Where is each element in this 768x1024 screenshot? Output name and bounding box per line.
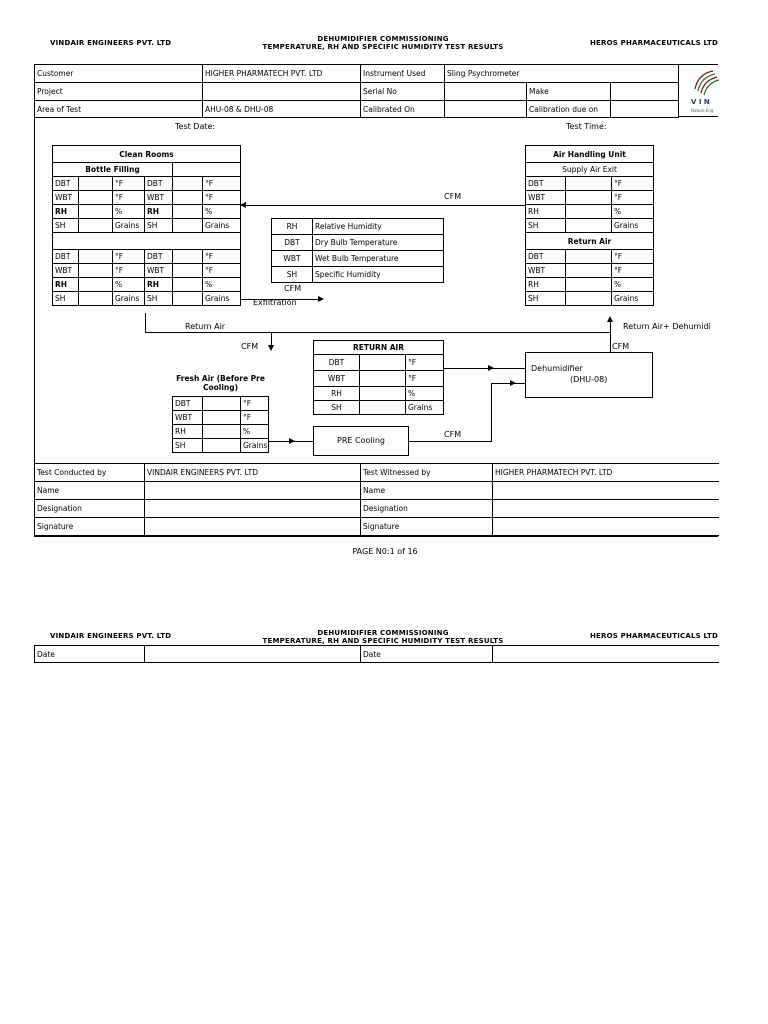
pre-cooling-box <box>313 426 409 456</box>
clean-rooms-table <box>52 145 241 306</box>
legend-desc: Wet Bulb Temperature <box>313 251 444 267</box>
param-label: RH <box>145 205 173 219</box>
fresh-air-table <box>172 370 269 453</box>
logo-cell <box>678 64 718 117</box>
instrument-value: Sling Psychrometer <box>445 65 679 83</box>
value-cell <box>79 191 113 205</box>
param-label: DBT <box>145 250 173 264</box>
value-cell <box>173 205 203 219</box>
page2-date-value <box>493 646 719 663</box>
logo-text-top: V I N <box>691 98 710 106</box>
unit-label: °F <box>406 371 444 387</box>
return-branch-line <box>271 332 272 346</box>
name-value <box>493 482 719 500</box>
page2-date-label: Date <box>361 646 493 663</box>
page2-date-value <box>145 646 361 663</box>
param-label: SH <box>145 219 173 233</box>
unit-label: °F <box>203 264 241 278</box>
return-dehum-label: Return Air+ Dehumidi <box>623 322 711 331</box>
value-cell <box>79 278 113 292</box>
param-label: WBT <box>145 191 173 205</box>
unit-label: % <box>203 278 241 292</box>
designation-value <box>145 500 361 518</box>
unit-label: Grains <box>203 219 241 233</box>
value-cell <box>360 355 406 371</box>
unit-label: % <box>113 205 145 219</box>
param-label: DBT <box>145 177 173 191</box>
precool-into-dehum-arrow <box>510 380 516 386</box>
report-title <box>243 35 523 51</box>
param-label: RH <box>53 205 79 219</box>
unit-label: °F <box>113 250 145 264</box>
value-cell <box>566 250 612 264</box>
value-cell <box>203 424 241 438</box>
legend-abbr: DBT <box>272 235 313 251</box>
unit-label: Grains <box>113 292 145 306</box>
return-branch-cfm-label: CFM <box>241 342 259 351</box>
value-cell <box>203 438 241 452</box>
exfiltration-label: Exfiltration <box>253 298 297 307</box>
param-label: SH <box>173 438 203 452</box>
value-cell <box>79 292 113 306</box>
return-to-dehum-arrow <box>488 365 494 371</box>
param-label: WBT <box>53 191 79 205</box>
value-cell <box>173 278 203 292</box>
page2-report-title-line1: DEHUMIDIFIER COMMISSIONING <box>317 629 449 637</box>
designation-label: Designation <box>35 500 145 518</box>
value-cell <box>360 371 406 387</box>
value-cell <box>566 205 612 219</box>
value-cell <box>203 410 241 424</box>
value-cell <box>173 264 203 278</box>
unit-label: Grains <box>241 438 269 452</box>
unit-label: °F <box>113 177 145 191</box>
unit-label: % <box>612 205 654 219</box>
unit-label: °F <box>203 177 241 191</box>
return-branch-arrow <box>268 345 274 351</box>
param-label: SH <box>526 219 566 233</box>
param-label: RH <box>145 278 173 292</box>
precool-to-dehum-line <box>409 441 491 442</box>
value-cell <box>79 264 113 278</box>
conducted-label: Test Conducted by <box>35 464 145 482</box>
instrument-label: Instrument Used <box>361 65 445 83</box>
legend-desc: Specific Humidity <box>313 267 444 283</box>
unit-label: Grains <box>612 219 654 233</box>
ahu-title: Air Handling Unit <box>526 146 654 163</box>
param-label: DBT <box>526 177 566 191</box>
info-table <box>34 64 679 118</box>
value-cell <box>566 292 612 306</box>
param-label: WBT <box>526 264 566 278</box>
dehum-up-line <box>610 332 611 352</box>
serial-label: Serial No <box>361 83 445 101</box>
unit-label: % <box>406 387 444 401</box>
param-label: RH <box>526 205 566 219</box>
company-name-right: HEROS PHARMACEUTICALS LTD <box>590 39 719 47</box>
dehumidifier-box <box>525 352 653 398</box>
unit-label: °F <box>612 250 654 264</box>
param-label: SH <box>526 292 566 306</box>
value-cell <box>566 177 612 191</box>
name-label: Name <box>361 482 493 500</box>
param-label: WBT <box>53 264 79 278</box>
project-label: Project <box>35 83 203 101</box>
page2-company-name-right: HEROS PHARMACEUTICALS LTD <box>590 632 719 640</box>
unit-label: Grains <box>113 219 145 233</box>
customer-label: Customer <box>35 65 203 83</box>
dhu-label: (DHU-08) <box>570 375 608 384</box>
value-cell <box>566 278 612 292</box>
precool-cfm-label: CFM <box>444 430 462 439</box>
unit-label: % <box>203 205 241 219</box>
designation-value <box>493 500 719 518</box>
param-label: RH <box>53 278 79 292</box>
unit-label: °F <box>113 191 145 205</box>
param-label: RH <box>173 424 203 438</box>
signature-value <box>493 518 719 536</box>
value-cell <box>173 250 203 264</box>
page2-date-label: Date <box>35 646 145 663</box>
value-cell <box>173 219 203 233</box>
supply-cfm-label: CFM <box>444 192 462 201</box>
unit-label: % <box>113 278 145 292</box>
company-name-left: VINDAIR ENGINEERS PVT. LTD <box>50 39 172 47</box>
report-title-line1: DEHUMIDIFIER COMMISSIONING <box>317 35 449 43</box>
param-label: SH <box>314 401 360 415</box>
signoff-table <box>34 463 719 536</box>
legend-abbr: SH <box>272 267 313 283</box>
area-label: Area of Test <box>35 101 203 118</box>
value-cell <box>203 396 241 410</box>
unit-label: °F <box>203 191 241 205</box>
unit-label: °F <box>406 355 444 371</box>
param-label: DBT <box>526 250 566 264</box>
conducted-value: VINDAIR ENGINEERS PVT. LTD <box>145 464 361 482</box>
dehumidifier-label: Dehumidifier <box>531 364 583 373</box>
unit-label: °F <box>241 396 269 410</box>
value-cell <box>173 177 203 191</box>
page2-company-name-left: VINDAIR ENGINEERS PVT. LTD <box>50 632 172 640</box>
calibrated-value <box>445 101 527 118</box>
value-cell <box>566 219 612 233</box>
value-cell <box>566 191 612 205</box>
witnessed-value: HIGHER PHARMATECH PVT. LTD <box>493 464 719 482</box>
spacer-row <box>53 233 241 250</box>
page2-report-title <box>243 629 523 645</box>
supply-flow-line <box>240 205 525 206</box>
return-air-drop-line <box>145 313 146 332</box>
calib-due-value <box>611 101 679 118</box>
unit-label: % <box>612 278 654 292</box>
legend-table <box>271 218 444 283</box>
calibrated-label: Calibrated On <box>361 101 445 118</box>
exfiltration-cfm-label: CFM <box>284 284 302 293</box>
bottle-filling-title: Bottle Filling <box>53 163 173 177</box>
make-label: Make <box>527 83 611 101</box>
param-label: RH <box>526 278 566 292</box>
test-time-label: Test Time: <box>566 122 607 131</box>
unit-label: °F <box>612 191 654 205</box>
return-to-dehum-line <box>443 368 525 369</box>
customer-value: HIGHER PHARMATECH PVT. LTD <box>203 65 361 83</box>
unit-label: °F <box>241 410 269 424</box>
precool-up-line <box>491 383 492 442</box>
serial-value <box>445 83 527 101</box>
return-air-label: Return Air <box>185 322 226 331</box>
test-date-label: Test Date: <box>175 122 216 131</box>
param-label: SH <box>145 292 173 306</box>
unit-label: °F <box>612 177 654 191</box>
param-label: WBT <box>173 410 203 424</box>
value-cell <box>79 177 113 191</box>
area-value: AHU-08 & DHU-08 <box>203 101 361 118</box>
supply-air-exit-label: Supply Air Exit <box>526 163 654 177</box>
clean-rooms-title: Clean Rooms <box>53 146 241 163</box>
param-label: WBT <box>526 191 566 205</box>
param-label: DBT <box>53 250 79 264</box>
return-air-table <box>313 340 444 415</box>
value-cell <box>566 264 612 278</box>
make-value <box>611 83 679 101</box>
legend-abbr: WBT <box>272 251 313 267</box>
param-label: RH <box>314 387 360 401</box>
unit-label: °F <box>612 264 654 278</box>
supply-flow-arrow <box>240 202 246 208</box>
logo-text-bottom: Nature Eng <box>691 108 714 113</box>
unit-label: % <box>241 424 269 438</box>
witnessed-label: Test Witnessed by <box>361 464 493 482</box>
fresh-air-title: Fresh Air (Before Pre Cooling) <box>176 373 265 392</box>
name-label: Name <box>35 482 145 500</box>
unit-label: °F <box>113 264 145 278</box>
param-label: DBT <box>314 355 360 371</box>
ahu-return-air-title: Return Air <box>526 233 654 250</box>
legend-desc: Relative Humidity <box>313 219 444 235</box>
param-label: DBT <box>173 396 203 410</box>
return-air-up-arrow <box>607 316 613 322</box>
report-title-line2: TEMPERATURE, RH AND SPECIFIC HUMIDITY TEST RESULTS <box>262 43 504 51</box>
name-value <box>145 482 361 500</box>
calib-due-label: Calibration due on <box>527 101 611 118</box>
value-cell <box>79 219 113 233</box>
page-number: PAGE N0:1 of 16 <box>352 547 418 556</box>
signature-label: Signature <box>361 518 493 536</box>
return-air-box-title: RETURN AIR <box>314 341 444 355</box>
fresh-to-precool-arrow <box>289 438 295 444</box>
value-cell <box>79 250 113 264</box>
param-label: WBT <box>145 264 173 278</box>
exfiltration-arrow <box>318 296 324 302</box>
page2-report-title-line2: TEMPERATURE, RH AND SPECIFIC HUMIDITY TEST RESULTS <box>262 637 504 645</box>
param-label: DBT <box>53 177 79 191</box>
designation-label: Designation <box>361 500 493 518</box>
value-cell <box>79 205 113 219</box>
param-label: SH <box>53 219 79 233</box>
value-cell <box>360 387 406 401</box>
project-value <box>203 83 361 101</box>
unit-label: °F <box>203 250 241 264</box>
page2-date-table <box>34 645 719 663</box>
value-cell <box>173 191 203 205</box>
return-air-main-line <box>145 332 610 333</box>
legend-abbr: RH <box>272 219 313 235</box>
param-label: SH <box>53 292 79 306</box>
precool-into-dehum-line <box>491 383 525 384</box>
param-label: WBT <box>314 371 360 387</box>
value-cell <box>360 401 406 415</box>
unit-label: Grains <box>203 292 241 306</box>
unit-label: Grains <box>612 292 654 306</box>
dehum-cfm-label: CFM <box>612 342 630 351</box>
ahu-table <box>525 145 654 306</box>
pre-cooling-label: PRE Cooling <box>337 436 385 445</box>
unit-label: Grains <box>406 401 444 415</box>
legend-desc: Dry Bulb Temperature <box>313 235 444 251</box>
signature-label: Signature <box>35 518 145 536</box>
value-cell <box>173 292 203 306</box>
signature-value <box>145 518 361 536</box>
